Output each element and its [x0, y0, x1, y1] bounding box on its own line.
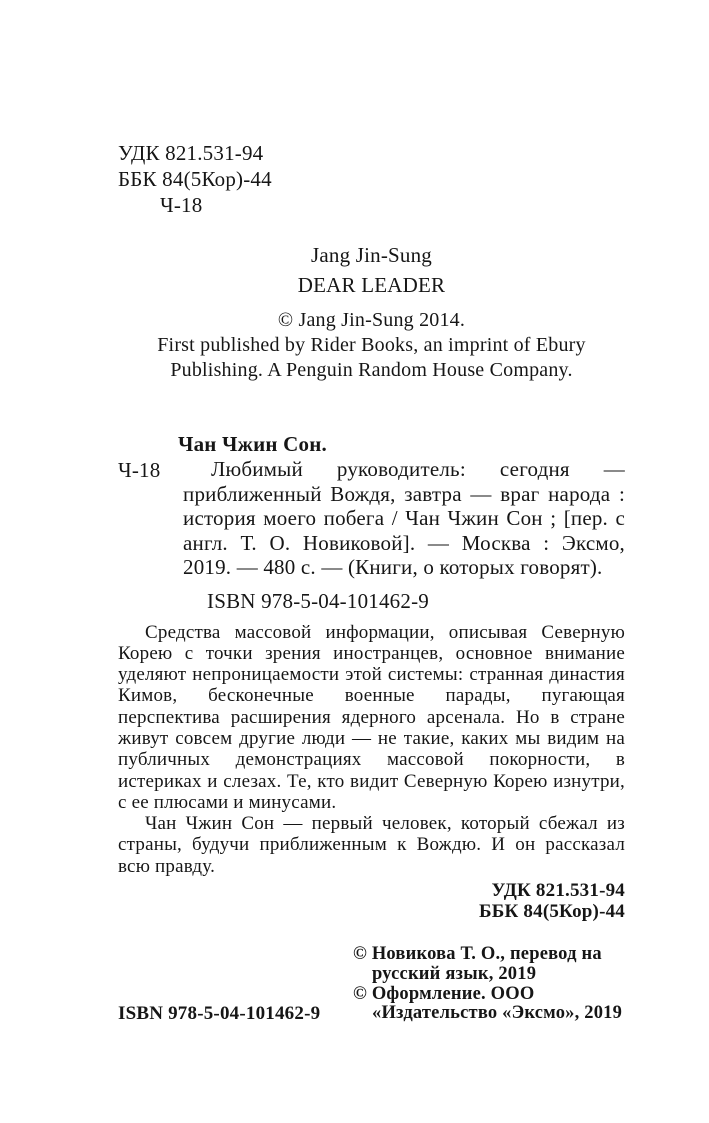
- isbn-imprint: ISBN 978-5-04-101462-9: [118, 1003, 321, 1025]
- bbk-code-bottom: ББК 84(5Кор)-44: [478, 900, 625, 922]
- copyright-notices: [353, 945, 625, 1024]
- bibliographic-record: [118, 431, 625, 613]
- bibliographic-description: Любимый руководитель: сегодня — приближенный Вождя, завтра — враг народа : история моего побега / Чан Чжин Сон ; [пер. с англ. Т. О. Новиковой]. — Москва : Эксмо, 2019. — 480 с. — (Книги, о которых говорят).: [183, 457, 625, 579]
- bibliographic-author: Чан Чжин Сон.: [178, 432, 327, 456]
- original-title: DEAR LEADER: [297, 273, 446, 297]
- original-copyright-line: © Jang Jin-Sung 2014.: [277, 309, 466, 331]
- copyright-line: © Новикова Т. О., перевод на: [353, 944, 602, 965]
- original-copyright: [118, 308, 625, 383]
- author-sign-top: Ч-18: [160, 193, 203, 217]
- annotation-paragraph: Средства массовой информации, описывая Северную Корею с точки зрения иностранцев, основное внимание уделяют непроницаемости этой системы: странная династия Кимов, бесконечные военные парады, пугающая перспектива расширения ядерного арсенала. Но в стране живут совсем другие люди — не такие, каких мы видим на публичных демонстрациях массовой покорности, в истериках и слезах. Те, кто видит Северную Корею изнутри, с ее плюсами и минусами.: [118, 621, 625, 813]
- isbn-record: ISBN 978-5-04-101462-9: [207, 588, 429, 613]
- udk-code-bottom: УДК 821.531-94: [491, 880, 625, 902]
- imprint-block: [118, 945, 625, 1024]
- classification-codes-bottom: [118, 881, 625, 922]
- original-copyright-line: First published by Rider Books, an imprint of Ebury: [157, 334, 586, 356]
- copyright-line: © Оформление. ООО: [353, 983, 535, 1004]
- original-author: Jang Jin-Sung: [310, 243, 433, 267]
- bbk-code-top: ББК 84(5Кор)-44: [118, 167, 272, 191]
- author-sign-margin: Ч-18: [118, 458, 161, 482]
- classification-codes-top: [118, 140, 625, 218]
- original-copyright-line: Publishing. A Penguin Random House Company.: [170, 359, 573, 381]
- annotation-paragraph: Чан Чжин Сон — первый человек, который сбежал из страны, будучи приближенным к Вождю. И он рассказал всю правду.: [118, 813, 625, 877]
- copyright-line: «Издательство «Эксмо», 2019: [372, 1003, 623, 1024]
- copyright-line: русский язык, 2019: [372, 963, 537, 984]
- udk-code-top: УДК 821.531-94: [118, 141, 264, 165]
- original-edition-block: [118, 240, 625, 383]
- bibliographic-entry: [118, 457, 625, 580]
- annotation-block: [118, 622, 625, 878]
